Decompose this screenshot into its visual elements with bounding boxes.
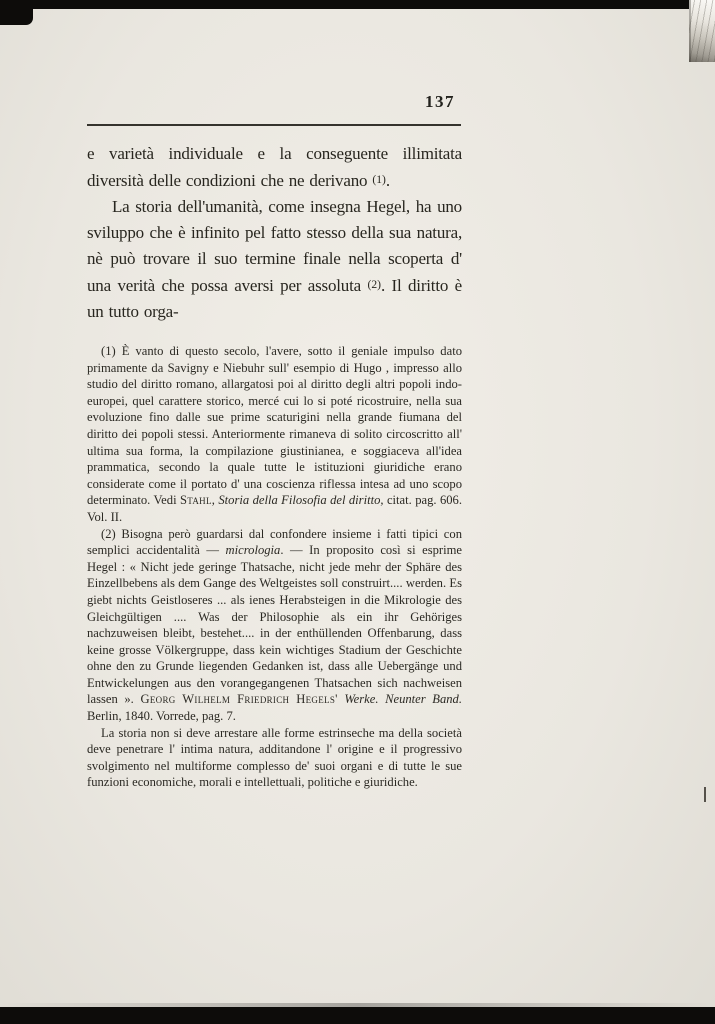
scan-edge-top: [0, 0, 715, 9]
text-run: e varietà individuale e la conseguente illimitata diversità delle condizioni che ne derivano: [87, 144, 462, 190]
text-run: (2) Bisogna però guardarsi dal confondere insieme i fatti tipici con semplici accidentalità —: [87, 526, 462, 558]
margin-mark: [704, 787, 706, 802]
text-run: ,: [211, 493, 219, 508]
footnote-paragraph: [87, 526, 462, 725]
text-run: . Il diritto è un tutto orga-: [87, 276, 463, 321]
text-run: .: [385, 171, 390, 190]
scan-corner-mark: [0, 0, 33, 25]
page-fold-artifact: [689, 0, 715, 62]
footnote-paragraph: [87, 343, 462, 526]
text-block: [87, 141, 462, 791]
text-run: Berlin, 1840. Vorrede, pag. 7.: [87, 709, 236, 724]
text-run: Georg Wilhelm Friedrich Hegels': [140, 692, 338, 707]
header-rule: [87, 124, 461, 126]
text-run: micrologia: [225, 543, 281, 558]
page-number: 137: [425, 92, 455, 111]
text-run: Werke. Neunter Band.: [344, 692, 462, 707]
text-run: La storia non si deve arrestare alle forme estrinseche ma della società deve penetrare l' intima natura, additandone l' origine e il progressivo svolgimento nel multiforme complesso de' suoi organi e di tutte le sue funzioni economiche, morali e intellettuali, politiche e giuridiche.: [87, 725, 462, 790]
body-text: [87, 141, 462, 325]
footnotes: [87, 343, 462, 791]
text-run: La storia dell'umanità, come insegna Hegel, ha uno sviluppo che è infinito pel fatto stesso della sua natura, nè può trovare il suo termine finale nella scoperta d' una verità che possa aversi per assoluta: [87, 197, 462, 295]
footnote-paragraph: [87, 725, 462, 791]
body-paragraph: [87, 141, 462, 194]
text-run: citat. pag. 606. Vol. II.: [87, 493, 462, 524]
scan-edge-bottom: [0, 1007, 715, 1024]
footnote-marker: (2): [367, 278, 381, 291]
text-run: . — In proposito così si esprime Hegel : « Nicht jede geringe Thatsache, nicht jede mehr der Sphäre des Einzellbebens als dem Gange des Weltgeistes soll construirt.... werden. Es giebt nichts Geistloseres ... als ienes Herabsteigen in die Mikrologie des Gleichgültigen .... Was der Philosophie als ein ihr Gehöriges nachzuweisen bleibt, bestehet.... in der enthüllenden Offenbarung, dass keine grosse Völkergruppe, dass kein wichtiges Stadium der Geschichte ohne den zu Grunde liegenden Gedanken ist, dass alle Uebergänge und Entwickelungen aus den vorangegangenen Thatsachen sich nachweisen lassen ».: [87, 543, 462, 707]
text-run: Storia della Filosofia del diritto,: [218, 493, 384, 508]
text-run: (1) È vanto di questo secolo, l'avere, sotto il geniale impulso dato primamente da Savigny e Niebuhr sull' esempio di Hugo , impresso allo studio del diritto romano, allargatosi poi al diritto degli altri popoli indo-europei, quel carattere storico, mercé cui lo si poté ricostruire, nella sua evoluzione fino dalle sue prime scaturigini nella grande fiumana del diritto dei popoli stessi. Anteriormente rimaneva di solito circoscritto all' ultima sua forma, la compilazione giustinianea, e soggiaceva all'idea prammatica, secondo la quale tutte le istituzioni giuridiche erano considerate come il portato d' una coscienza riflessa intesa ad uno scopo determinato. Vedi: [87, 344, 462, 508]
text-run: Stahl: [180, 493, 212, 508]
body-paragraph: [87, 194, 462, 325]
footnote-marker: (1): [372, 173, 386, 186]
